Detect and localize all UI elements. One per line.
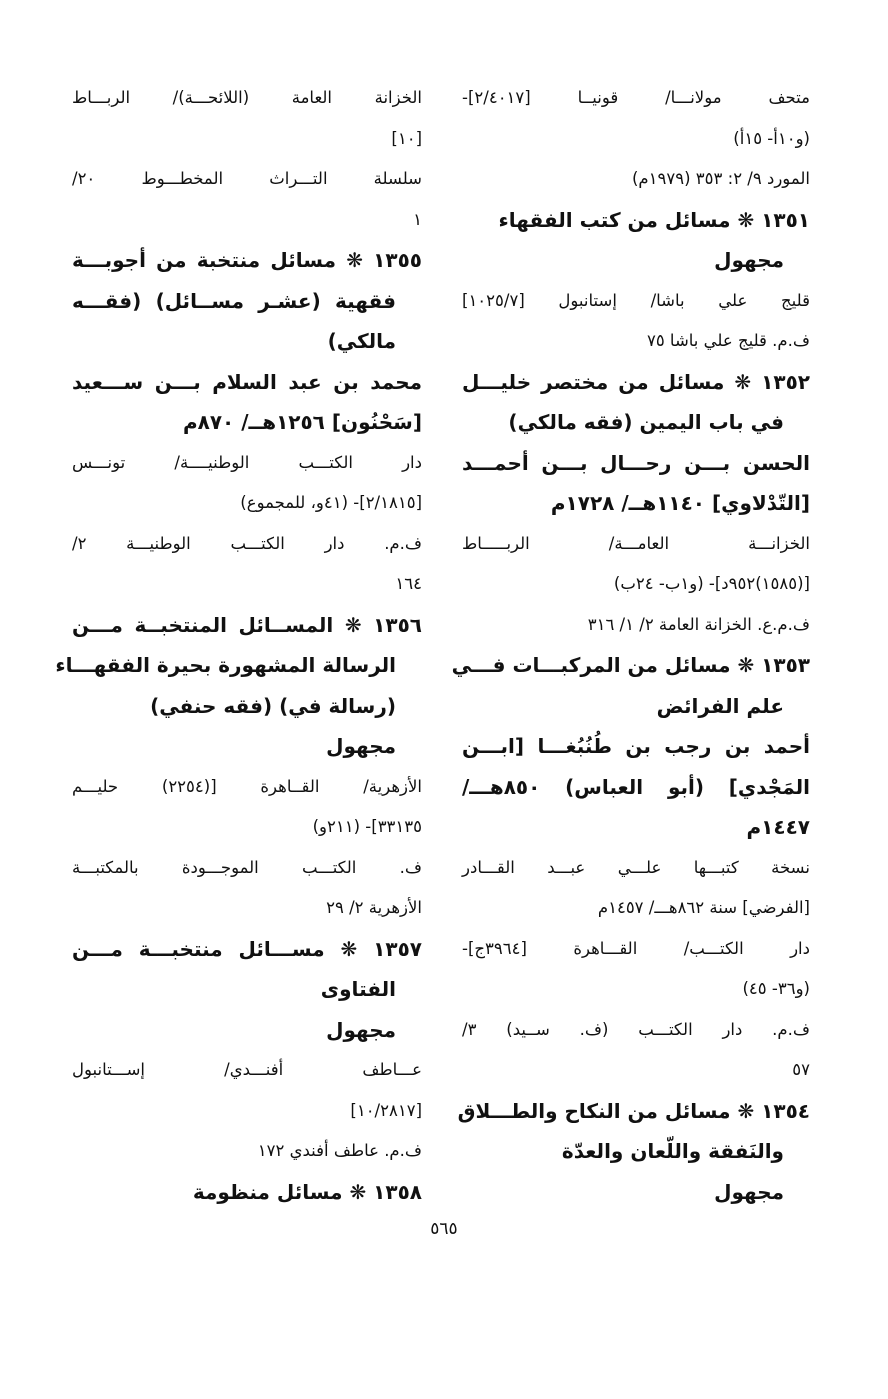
- entry-heading-line: ١٣٥٨ ❋ مسائل منظومة: [192, 1179, 422, 1204]
- entry-heading-line: علم الفرائض: [656, 693, 784, 718]
- entry-detail-line: ف.م. دار الكتـــب (ف. ســيد) ٣/: [462, 1019, 810, 1039]
- entry-detail-line: [٢/١٨١٥]- (٤١و، للمجموع): [240, 493, 422, 512]
- entry-heading-line: ١٤٤٧م: [746, 815, 810, 839]
- entry-heading-line: ١٣٥٥ ❋ مسائل منتخبة من أجوبـــة: [72, 248, 422, 272]
- entry-detail-line: قليج علي باشا/ إستانبول [١٠٢٥/٧]: [462, 290, 810, 310]
- entry-detail-line: ١٦٤: [395, 574, 422, 593]
- entry-heading-line: الحسن بـــن رحـــال بـــن أحمـــد: [462, 450, 810, 475]
- entry-heading-line: في باب اليمين (فقه مالكي): [508, 410, 784, 434]
- entry-heading-line: مجهول: [714, 248, 784, 272]
- entry-heading-line: والنَفقة واللّعان والعدّة: [561, 1139, 784, 1163]
- entry-detail-line: ١: [413, 209, 422, 229]
- entry-heading-line: مالكي): [327, 329, 396, 353]
- entry-heading-line: أحمد بن رجب بن طُنُبُغـــا [ابـــن: [462, 734, 810, 758]
- entry-heading-line: [التّدْلاوي] ١١٤٠هــ/ ١٧٢٨م: [550, 491, 810, 515]
- entry-detail-line: ف.م. دار الكتـــب الوطنيـــة ٢/: [72, 533, 422, 553]
- entry-heading-line: ١٣٥١ ❋ مسائل من كتب الفقهاء: [498, 207, 810, 232]
- entry-detail-line: ف. الكتـــب الموجـــودة بالمكتبـــة: [72, 857, 422, 877]
- entry-detail-line: ف.م. عاطف أفندي ١٧٢: [257, 1141, 422, 1160]
- page-number: ٥٦٥: [430, 1219, 458, 1239]
- entry-heading-line: مجهول: [714, 1179, 784, 1204]
- entry-heading-line: الفتاوى: [320, 977, 396, 1001]
- entry-heading-line: المَجْدي] (أبو العباس) ٨٥٠هـــ/: [462, 774, 810, 799]
- entry-detail-line: الخزانة العامة (اللائحـــة)/ الربـــاط: [72, 88, 422, 107]
- entry-heading-line: [سَحْنُون] ١٢٥٦هــ/ ٨٧٠م: [182, 410, 422, 434]
- entry-heading-line: ١٣٥٣ ❋ مسائل من المركبـــات فـــي: [451, 653, 810, 677]
- entry-detail-line: [١٠/٢٨١٧]: [350, 1100, 422, 1120]
- entry-detail-line: عـــاطف أفنـــدي/ إســـتانبول: [72, 1060, 422, 1079]
- entry-heading-line: (رسالة في) (فقه حنفي): [150, 693, 396, 718]
- entry-detail-line: [١٠]: [391, 128, 422, 148]
- entry-detail-line: دار الكتـــب الوطنيــــة/ تونـــس: [72, 452, 422, 472]
- entry-detail-line: (و٣٦- ٤٥): [742, 979, 810, 998]
- entry-detail-line: الأزهرية/ القــاهرة [(٢٢٥٤) حليـــم: [72, 776, 422, 796]
- entry-heading-line: ١٣٥٢ ❋ مسائل من مختصر خليـــل: [462, 369, 810, 394]
- entry-heading-line: ١٣٥٧ ❋ مســـائل منتخبـــة مـــن: [72, 936, 422, 961]
- entry-detail-line: دار الكتـــب/ القـــاهرة [٣٩٦٤ج]-: [462, 938, 810, 958]
- entry-heading-line: مجهول: [326, 1017, 396, 1042]
- entry-detail-line: ف.م.ع. الخزانة العامة ٢/ ١/ ٣١٦: [587, 614, 810, 634]
- entry-heading-line: مجهول: [326, 734, 396, 758]
- right-column: [451, 78, 810, 1212]
- entry-detail-line: متحف مولانـــا/ قونيــا [٢/٤٠١٧]-: [462, 88, 810, 107]
- entry-heading-line: فقهية (عشـر مســائل) (فقـــه: [72, 288, 396, 313]
- entry-heading-line: ١٣٥٤ ❋ مسائل من النكاح والطـــلاق: [457, 1098, 810, 1123]
- entry-detail-line: المورد ٩/ ٢: ٣٥٣ (١٩٧٩م): [631, 169, 810, 188]
- entry-detail-line: الخزانـــة العامـــة/ الربـــــاط: [462, 533, 810, 553]
- entry-detail-line: [الفرضي] سنة ٨٦٢هـــ/ ١٤٥٧م: [597, 898, 810, 917]
- entry-heading-line: الرسالة المشهورة بحيرة الفقهـــاء: [55, 653, 396, 677]
- entry-detail-line: الأزهرية ٢/ ٢٩: [326, 898, 422, 917]
- entry-detail-line: [(١٥٨٥)٩٥٢د]- (و١ب- ٢٤ب): [613, 574, 810, 593]
- entry-detail-line: ٥٧: [792, 1060, 810, 1079]
- left-column: [55, 78, 422, 1212]
- entry-detail-line: (و١٠أ- ١٥أ): [733, 128, 810, 148]
- entry-detail-line: ٣٣١٣٥]- (٢١١و): [312, 817, 422, 836]
- entry-detail-line: ف.م. قليج علي باشا ٧٥: [646, 331, 810, 350]
- entry-heading-line: محمد بن عبد السلام بـــن ســـعيد: [72, 369, 422, 394]
- entry-detail-line: نسخة كتبـــها علـــي عبـــد القـــادر: [462, 857, 810, 877]
- entry-detail-line: سلسلة التـــراث المخطـــوط ٢٠/: [72, 169, 422, 188]
- entry-heading-line: ١٣٥٦ ❋ المســائل المنتخبــة مـــن: [72, 612, 422, 637]
